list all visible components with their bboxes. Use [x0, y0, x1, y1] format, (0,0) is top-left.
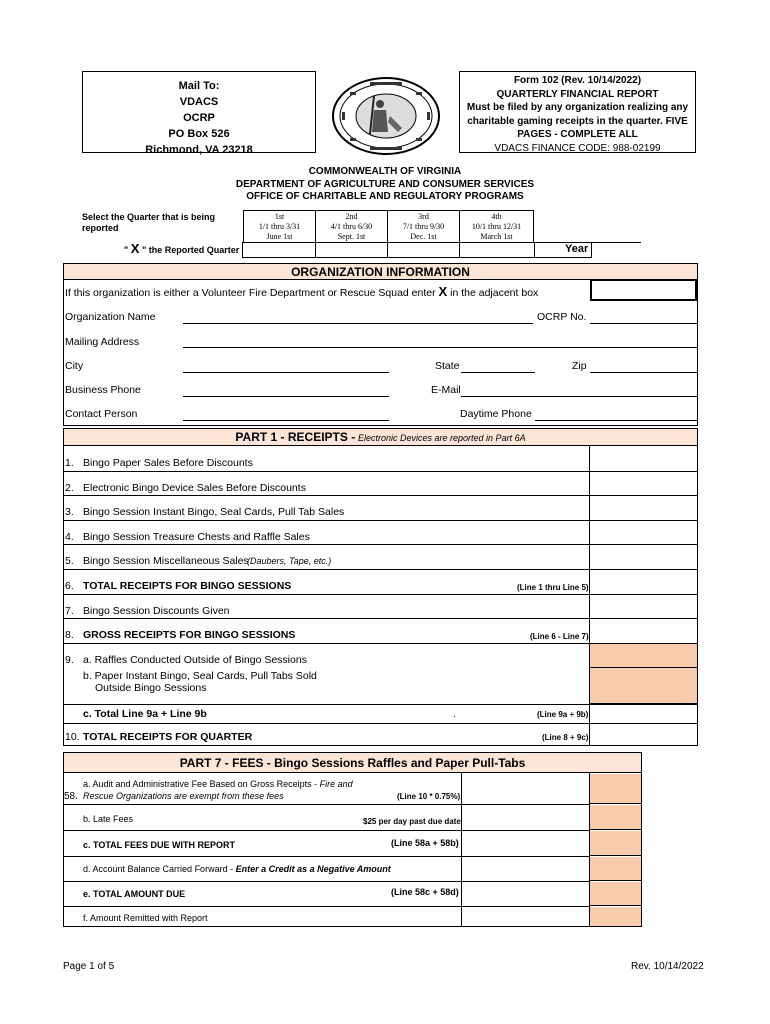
fee-c-note: (Line 58a + 58b): [391, 838, 459, 848]
phone-label: Business Phone: [65, 384, 141, 396]
fee-a-note: (Line 10 * 0.75%): [397, 792, 461, 801]
quarter-option-3-due: Dec. 1st: [410, 232, 437, 241]
quarter-mark-instruction: [124, 241, 239, 256]
part1-row-label: Electronic Bingo Device Sales Before Discounts: [83, 482, 306, 494]
row9a-label: a. Raffles Conducted Outside of Bingo Sessions: [83, 654, 307, 666]
part1-row-note: (Daubers, Tape, etc.): [247, 556, 332, 566]
phone-field[interactable]: [183, 396, 389, 397]
volunteer-suffix: in the adjacent box: [450, 287, 539, 299]
fee-e-amount[interactable]: [590, 882, 641, 906]
form-requirement-1: Must be filed by any organization realizing any: [466, 102, 689, 113]
part1-row-amount[interactable]: [590, 447, 697, 470]
part1-row-num: 2.: [65, 482, 74, 494]
part1-row-amount[interactable]: [590, 619, 697, 642]
part1-title: PART 1 - RECEIPTS -: [235, 430, 356, 444]
fee-c-label: c. TOTAL FEES DUE WITH REPORT: [83, 840, 236, 850]
email-label: E-Mail: [431, 384, 461, 396]
quarter-option-4-due: March 1st: [480, 232, 513, 241]
row9b-label-1: b. Paper Instant Bingo, Seal Cards, Pull Tabs Sold: [83, 670, 317, 682]
mail-to-agency: VDACS: [179, 96, 219, 108]
quarter-option-2-name: 2nd: [345, 212, 358, 221]
fee-d-amount[interactable]: [590, 857, 641, 881]
year-label: Year: [565, 243, 589, 255]
fee-d-bold: Enter a Credit as a Negative Amount: [235, 864, 391, 874]
ocrp-field[interactable]: [590, 323, 697, 324]
mail-to-city: Richmond, VA 23218: [145, 144, 253, 156]
row9c-dot: .: [453, 708, 456, 720]
fee-d-line: [83, 864, 391, 874]
state-label: State: [435, 360, 460, 372]
agency-line-1: COMMONWEALTH OF VIRGINIA: [308, 166, 462, 177]
revision-date: Rev. 10/14/2022: [631, 961, 704, 972]
part1-row-num: 7.: [65, 605, 74, 617]
quarter-option-3-name: 3rd: [418, 212, 429, 221]
part1-row-amount[interactable]: [590, 521, 697, 544]
quarter-option-4-name: 4th: [491, 212, 502, 221]
part1-row-num: 5.: [65, 555, 74, 567]
quarter-mark-row: [242, 242, 592, 258]
daytime-label: Daytime Phone: [460, 408, 532, 420]
part1-row-label: Bingo Session Instant Bingo, Seal Cards, Pull Tab Sales: [83, 506, 345, 518]
contact-field[interactable]: [183, 420, 389, 421]
part1-note: Electronic Devices are reported in Part 6A: [358, 433, 526, 443]
contact-label: Contact Person: [65, 408, 138, 420]
agency-line-2: DEPARTMENT OF AGRICULTURE AND CONSUMER SERVICES: [235, 178, 535, 190]
row9a-amount[interactable]: [590, 644, 697, 668]
row9b-label-2: Outside Bingo Sessions: [95, 682, 207, 694]
email-field[interactable]: [461, 396, 697, 397]
volunteer-x: X: [438, 284, 448, 299]
page-number: Page 1 of 5: [63, 961, 115, 972]
form-title: QUARTERLY FINANCIAL REPORT: [496, 88, 659, 100]
quarter-mark-open: ": [124, 245, 129, 255]
part1-row-label: TOTAL RECEIPTS FOR BINGO SESSIONS: [83, 580, 292, 592]
part1-row-num: 3.: [65, 506, 74, 518]
fee-a-line-1: [83, 779, 353, 789]
part1-row-note: (Line 1 thru Line 5): [517, 583, 589, 592]
quarter-mark-x: X: [130, 241, 140, 256]
part1-row-amount[interactable]: [590, 545, 697, 568]
part7-heading: PART 7 - FEES - Bingo Sessions Raffles and Paper Pull-Tabs: [64, 753, 641, 773]
part1-row-num: 1.: [65, 457, 74, 469]
volunteer-prefix: If this organization is either a Volunteer Fire Department or Rescue Squad enter: [65, 287, 436, 299]
quarter-option-1-range: 1/1 thru 3/31: [258, 222, 301, 231]
fee-a-italic-1: Fire and: [319, 779, 353, 789]
part1-row-num: 4.: [65, 531, 74, 543]
zip-field[interactable]: [590, 372, 697, 373]
finance-code: VDACS FINANCE CODE: 988-02199: [494, 142, 661, 154]
part1-row-label: Bingo Session Miscellaneous Sales: [83, 555, 249, 567]
part1-row-label: Bingo Paper Sales Before Discounts: [83, 457, 253, 469]
row9c-note: (Line 9a + 9b): [537, 710, 589, 719]
part1-row-amount[interactable]: [590, 595, 697, 618]
quarter-option-2[interactable]: [315, 210, 388, 243]
row9c-label: c. Total Line 9a + Line 9b: [83, 708, 207, 720]
quarter-option-3-range: 7/1 thru 9/30: [402, 222, 445, 231]
part1-row-num: 6.: [65, 580, 74, 592]
form-info-box: [459, 71, 696, 153]
row9b-amount[interactable]: [590, 668, 697, 704]
fee-a-amount[interactable]: [590, 774, 641, 804]
row10-num: 10.: [65, 731, 80, 743]
fee-a-label: a. Audit and Administrative Fee Based on Gross Receipts -: [83, 779, 320, 789]
quarter-option-4[interactable]: [459, 210, 534, 243]
part1-row-num: 8.: [65, 629, 74, 641]
state-field[interactable]: [461, 372, 535, 373]
part1-row-label: Bingo Session Treasure Chests and Raffle Sales: [83, 531, 310, 543]
mailing-field[interactable]: [183, 347, 697, 348]
mail-to-po-box: PO Box 526: [168, 128, 230, 140]
fee-f-amount[interactable]: [590, 907, 641, 926]
form-requirement-3: PAGES - COMPLETE ALL: [517, 129, 638, 140]
fee-f-label: f. Amount Remitted with Report: [83, 913, 208, 923]
zip-label: Zip: [572, 360, 587, 372]
quarter-option-1-name: 1st: [274, 212, 285, 221]
quarter-option-2-range: 4/1 thru 6/30: [330, 222, 373, 231]
virginia-seal-icon: [330, 76, 442, 156]
quarter-option-2-due: Sept. 1st: [337, 232, 366, 241]
fee-58-num: 58.: [64, 791, 78, 802]
org-heading: ORGANIZATION INFORMATION: [64, 264, 697, 280]
form-number: Form 102 (Rev. 10/14/2022): [513, 75, 642, 86]
volunteer-box[interactable]: [590, 279, 697, 301]
agency-heading: [150, 166, 620, 204]
fee-a-italic-2: Rescue Organizations are exempt from these fees: [83, 791, 284, 801]
quarter-table: [243, 210, 534, 243]
part1-row-note: (Line 6 - Line 7): [530, 632, 589, 641]
volunteer-line: [65, 284, 538, 299]
row10-label: TOTAL RECEIPTS FOR QUARTER: [83, 731, 253, 743]
fee-e-note: (Line 58c + 58d): [391, 887, 459, 897]
fee-d-label: d. Account Balance Carried Forward -: [83, 864, 236, 874]
agency-line-3: OFFICE OF CHARITABLE AND REGULATORY PROGRAMS: [246, 191, 524, 202]
quarter-option-1-due: June 1st: [266, 232, 293, 241]
part1-row-amount[interactable]: [590, 496, 697, 519]
fee-b-label: b. Late Fees: [83, 814, 134, 824]
quarter-prompt: Select the Quarter that is being reported: [82, 212, 216, 233]
fee-c-amount[interactable]: [590, 831, 641, 856]
city-label: City: [65, 360, 84, 372]
row9-num: 9.: [65, 654, 74, 666]
org-name-field[interactable]: [183, 323, 533, 324]
quarter-option-4-range: 10/1 thru 12/31: [471, 222, 522, 231]
part1-row-label: Bingo Session Discounts Given: [83, 605, 230, 617]
fee-e-label: e. TOTAL AMOUNT DUE: [83, 889, 186, 899]
quarter-mark-label: " the Reported Quarter: [141, 245, 240, 255]
part1-heading: [64, 429, 697, 446]
org-name-label: Organization Name: [65, 311, 156, 323]
part1-row-label: GROSS RECEIPTS FOR BINGO SESSIONS: [83, 629, 296, 641]
daytime-field[interactable]: [535, 420, 697, 421]
part1-row-amount[interactable]: [590, 570, 697, 593]
fee-b-note: $25 per day past due date: [363, 817, 461, 826]
mail-to-office: OCRP: [183, 112, 215, 124]
fee-b-amount[interactable]: [590, 805, 641, 830]
row10-note: (Line 8 + 9c): [542, 733, 589, 742]
city-field[interactable]: [183, 372, 389, 373]
mail-to-label: Mail To:: [178, 80, 220, 92]
year-field[interactable]: [591, 242, 641, 258]
quarter-option-3[interactable]: [387, 210, 460, 243]
mailing-label: Mailing Address: [65, 336, 140, 348]
form-requirement-2: charitable gaming receipts in the quarter. FIVE: [467, 115, 688, 127]
quarter-option-1[interactable]: [243, 210, 316, 243]
ocrp-label: OCRP No.: [537, 311, 587, 323]
mail-to-box: [82, 71, 316, 156]
part1-row-amount[interactable]: [590, 472, 697, 495]
